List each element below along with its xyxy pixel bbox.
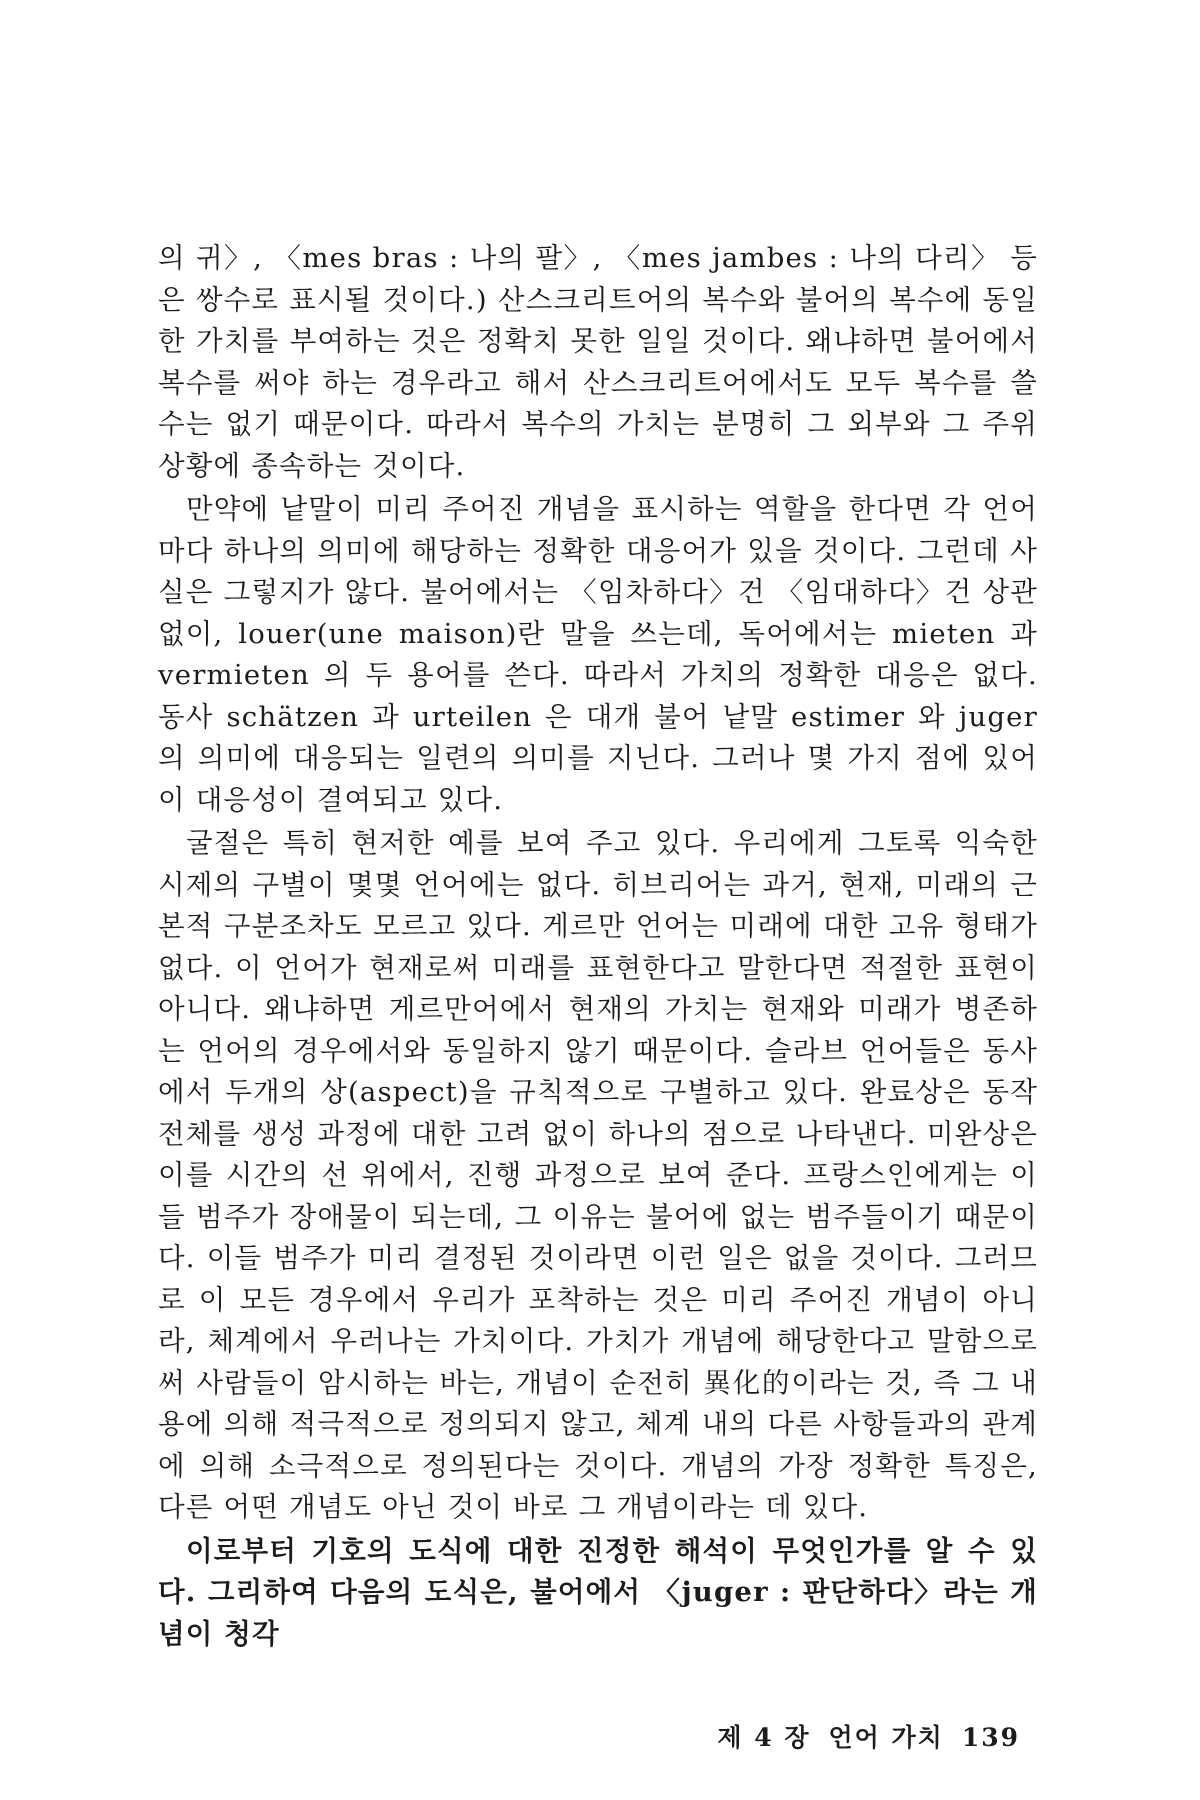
footer-chapter-title: 언어 가치 xyxy=(828,1723,944,1752)
book-page xyxy=(158,238,1038,1752)
footer-chapter: 제 4 장 xyxy=(717,1723,811,1752)
paragraph-2: 만약에 낱말이 미리 주어진 개념을 표시하는 역할을 한다면 각 언어마다 하나의 의미에 해당하는 정확한 대응어가 있을 것이다. 그런데 사실은 그렇지가 않다. 불어에서는 〈임차하다〉건 〈임대하다〉건 상관없이, louer(une maison)란 말을 쓰는데, 독어에서는 mieten 과 vermieten 의 두 용어를 쓴다. 따라서 가치의 정확한 대응은 없다. 동사 schätzen 과 urteilen 은 대개 불어 낱말 estimer 와 juger 의 의미에 대응되는 일련의 의미를 지닌다. 그러나 몇 가지 점에 있어 이 대응성이 결여되고 있다. xyxy=(158,493,1038,816)
paragraph-1: 의 귀〉, 〈mes bras : 나의 팔〉, 〈mes jambes : 나의 다리〉 등은 쌍수로 표시될 것이다.) 산스크리트어의 복수와 불어의 복수에 동일한 가치를 부여하는 것은 정확치 못한 일일 것이다. 왜냐하면 불어에서 복수를 써야 하는 경우라고 해서 산스크리트어에서도 모두 복수를 쓸 수는 없기 때문이다. 따라서 복수의 가치는 분명히 그 외부와 그 주위 상황에 종속하는 것이다. xyxy=(158,242,1038,482)
running-footer xyxy=(699,1718,1020,1754)
paragraph-4: 이로부터 기호의 도식에 대한 진정한 해석이 무엇인가를 알 수 있다. 그리하여 다음의 도식은, 불어에서 〈juger : 판단하다〉라는 개념이 청각 xyxy=(158,1534,1038,1650)
paragraph-3: 굴절은 특히 현저한 예를 보여 주고 있다. 우리에게 그토록 익숙한 시제의 구별이 몇몇 언어에는 없다. 히브리어는 과거, 현재, 미래의 근본적 구분조차도 모르고 있다. 게르만 언어는 미래에 대한 고유 형태가 없다. 이 언어가 현재로써 미래를 표현한다고 말한다면 적절한 표현이 아니다. 왜냐하면 게르만어에서 현재의 가치는 현재와 미래가 병존하는 언어의 경우에서와 동일하지 않기 때문이다. 슬라브 언어들은 동사에서 두개의 상(aspect)을 규칙적으로 구별하고 있다. 완료상은 동작 전체를 생성 과정에 대한 고려 없이 하나의 점으로 나타낸다. 미완상은 이를 시간의 선 위에서, 진행 과정으로 보여 준다. 프랑스인에게는 이들 범주가 장애물이 되는데, 그 이유는 불어에 없는 범주들이기 때문이다. 이들 범주가 미리 결정된 것이라면 이런 일은 없을 것이다. 그러므로 이 모든 경우에서 우리가 포착하는 것은 미리 주어진 개념이 아니라, 체계에서 우러나는 가치이다. 가치가 개념에 해당한다고 말함으로써 사람들이 암시하는 바는, 개념이 순전히 異化的이라는 것, 즉 그 내용에 의해 적극적으로 정의되지 않고, 체계 내의 다른 사항들과의 관계에 의해 소극적으로 정의된다는 것이다. 개념의 가장 정확한 특징은, 다른 어떤 개념도 아닌 것이 바로 그 개념이라는 데 있다. xyxy=(158,827,1038,1523)
page-number: 139 xyxy=(961,1723,1020,1752)
